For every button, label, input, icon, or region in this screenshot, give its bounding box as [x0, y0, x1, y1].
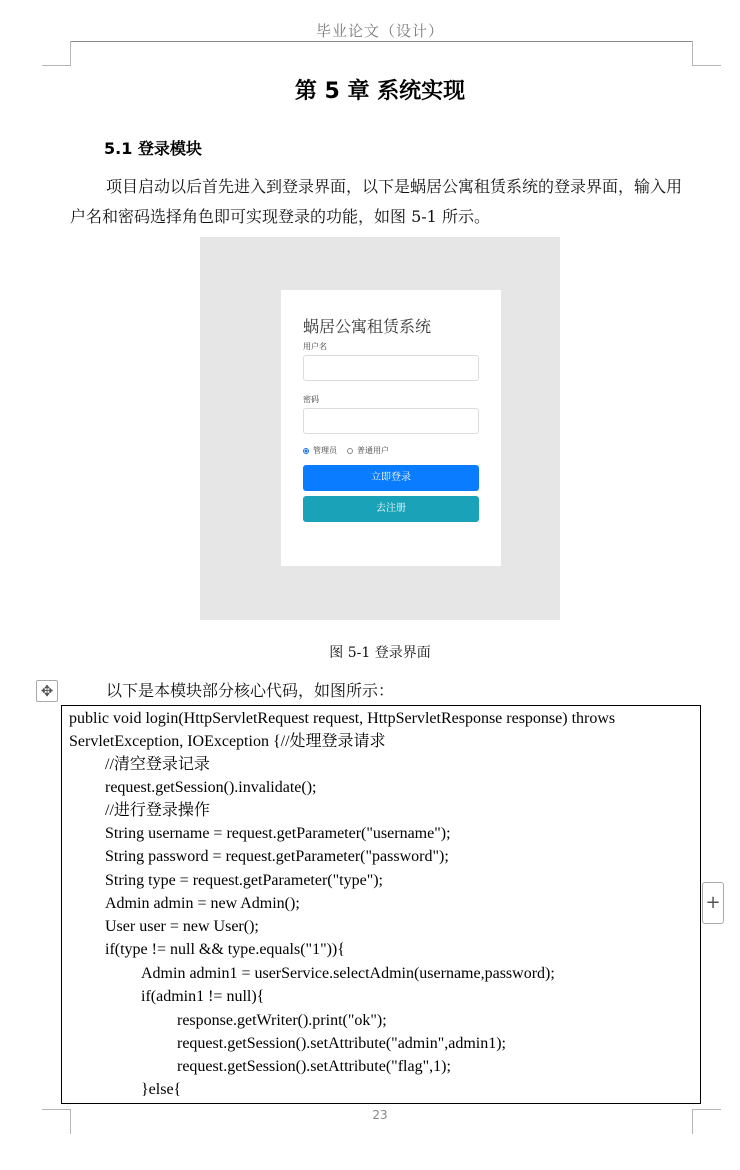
- login-button[interactable]: 立即登录: [303, 465, 479, 491]
- login-title: 蜗居公寓租赁系统: [303, 317, 432, 336]
- code-line: }else{: [141, 1081, 182, 1098]
- header-rule: [70, 41, 692, 42]
- login-card: [281, 290, 501, 566]
- code-line: //进行登录操作: [105, 802, 210, 819]
- figure-caption: 图 5-1 登录界面: [329, 645, 431, 661]
- password-input[interactable]: [303, 408, 479, 434]
- code-line: ServletException, IOException {//处理登录请求: [69, 733, 386, 750]
- code-line: User user = new User();: [105, 918, 259, 935]
- code-line: public void login(HttpServletRequest request, HttpServletResponse response) throws: [69, 710, 616, 727]
- code-intro-text: 以下是本模块部分核心代码，如图所示：: [106, 681, 395, 700]
- intro-paragraph: [70, 172, 692, 232]
- code-line: String password = request.getParameter("password");: [105, 848, 449, 865]
- code-line: request.getSession().invalidate();: [105, 779, 317, 796]
- code-line: if(admin1 != null){: [141, 988, 265, 1005]
- password-label: 密码: [303, 395, 319, 404]
- radio-admin[interactable]: [303, 448, 309, 454]
- username-input[interactable]: [303, 355, 479, 381]
- section-title: 5.1 登录模块: [104, 139, 202, 158]
- code-line: //清空登录记录: [105, 756, 210, 773]
- radio-user[interactable]: [347, 448, 353, 454]
- code-line: request.getSession().setAttribute("flag",1);: [177, 1058, 451, 1075]
- page-header: 毕业论文（设计）: [315, 22, 444, 40]
- move-arrows-icon[interactable]: ✥: [36, 680, 58, 702]
- margin-corner-top-left: [42, 41, 71, 66]
- code-intro-paragraph: [70, 676, 692, 706]
- radio-user-label: 普通用户: [357, 446, 389, 455]
- code-line: Admin admin = new Admin();: [105, 895, 300, 912]
- register-button[interactable]: 去注册: [303, 496, 479, 522]
- plus-icon[interactable]: +: [702, 882, 724, 924]
- role-radio-group: [303, 445, 389, 456]
- intro-text: 项目启动以后首先进入到登录界面，以下是蜗居公寓租赁系统的登录界面，输入用户名和密码选择角色即可实现登录的功能，如图 5-1 所示。: [70, 177, 683, 226]
- code-line: response.getWriter().print("ok");: [177, 1012, 387, 1029]
- page-number: 23: [372, 1108, 388, 1122]
- chapter-title: 第 5 章 系统实现: [294, 79, 466, 104]
- code-line: request.getSession().setAttribute("admin",admin1);: [177, 1035, 506, 1052]
- login-screenshot-figure: [200, 237, 560, 620]
- radio-admin-label: 管理员: [313, 446, 337, 455]
- margin-corner-top-right: [692, 41, 721, 66]
- code-line: String type = request.getParameter("type");: [105, 872, 383, 889]
- code-line: Admin admin1 = userService.selectAdmin(username,password);: [141, 965, 555, 982]
- code-line: String username = request.getParameter("username");: [105, 825, 451, 842]
- username-label: 用户名: [303, 342, 327, 351]
- code-line: if(type != null && type.equals("1")){: [105, 941, 345, 958]
- code-block: [61, 705, 701, 1104]
